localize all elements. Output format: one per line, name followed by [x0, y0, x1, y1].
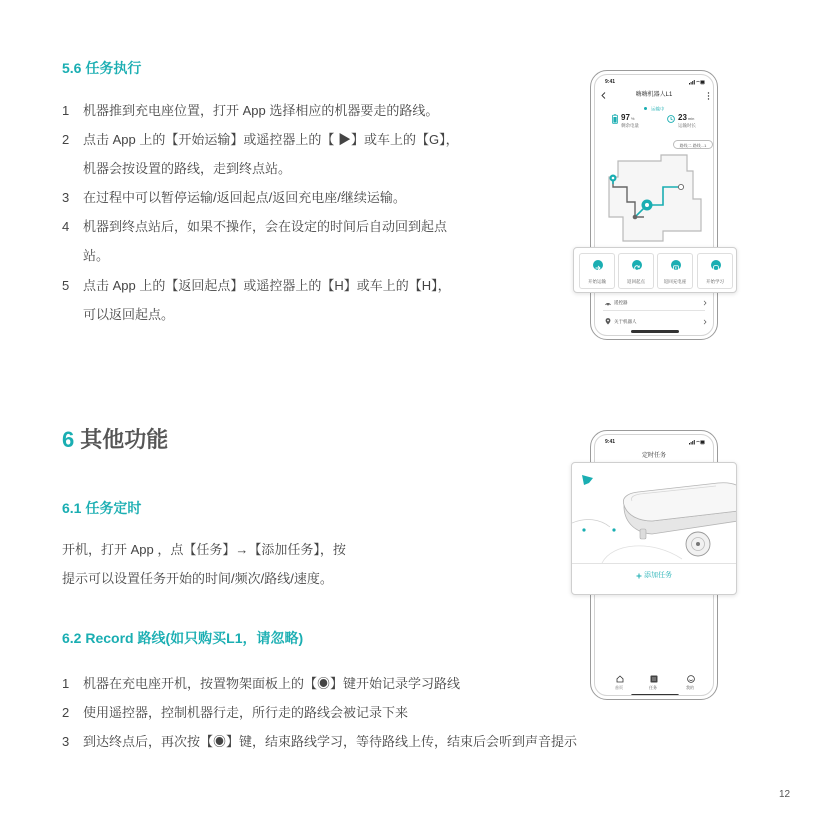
list-number: 2: [62, 705, 70, 720]
paragraph-line: 提示可以设置任务开始的时间/频次/路线/速度。: [62, 571, 333, 586]
route-end-node: [678, 184, 683, 189]
status-time: 9:41: [605, 79, 616, 85]
list-number: 5: [62, 278, 70, 293]
location-pin-icon: [605, 318, 611, 325]
list-item-text: 机器在充电座开机，按置物架面板上的【◉】键开始记录学习路线: [83, 676, 461, 691]
start-transport-button[interactable]: [579, 253, 615, 289]
status-time: 9:41: [605, 439, 616, 445]
list-number: 4: [62, 219, 70, 234]
decor-dot: [612, 528, 615, 531]
section-heading-6-2: 6.2 Record 路线(如只购买L1，请忽略): [62, 630, 304, 646]
list-number: 3: [62, 190, 70, 205]
robot-position-center: [645, 203, 649, 207]
route-node-center: [612, 177, 615, 180]
schedule-title: 定时任务: [641, 453, 666, 459]
duration-unit: min: [687, 116, 695, 121]
list-item-text: 使用遥控器，控制机器行走，所行走的路线会被记录下来: [83, 705, 409, 720]
chapter-number: 6: [62, 427, 75, 452]
flag-icon: [582, 475, 593, 485]
list-number: 2: [62, 132, 70, 147]
start-transport-icon: [593, 260, 603, 270]
status-text: 运输中: [650, 106, 665, 112]
add-task-card: [571, 462, 737, 595]
start-learning-button[interactable]: [697, 253, 733, 289]
return-charger-icon: [671, 260, 681, 270]
list-item-text: 点击 App 上的【开始运输】或遥控器上的【 ▶】或车上的【G】，: [83, 132, 459, 147]
return-start-icon: [632, 260, 642, 270]
start-learning-label: 开始学习: [706, 279, 724, 284]
robot-title: 嗨嗨机器人L1: [635, 92, 673, 98]
row-label-about[interactable]: 关于机器人: [614, 319, 637, 324]
nav-home-label[interactable]: 首页: [615, 685, 623, 690]
decor-arc: [572, 520, 610, 527]
list-item-text: 可以返回起点。: [83, 307, 175, 322]
paragraph-line: 开机，打开 App ，点【任务】→【添加任务】，按: [62, 542, 346, 557]
decor-dot: [582, 528, 585, 531]
start-transport-label: 开始运输: [588, 279, 606, 284]
section-heading-6-1: 6.1 任务定时: [62, 500, 142, 516]
duration-label: 运输时长: [678, 123, 696, 128]
robot-wheel-center: [696, 542, 700, 546]
list-item-text: 在过程中可以暂停运输/返回起点/返回充电座/继续运输。: [83, 190, 406, 205]
profile-icon[interactable]: [687, 675, 695, 683]
list-number: 3: [62, 734, 70, 749]
list-item-text: 到达终点后，再次按【◉】键，结束路线学习，等待路线上传，结束后会听到声音提示: [83, 734, 578, 749]
map-area: [609, 155, 701, 241]
phone-mockup-transport: [590, 70, 718, 340]
chevron-right-icon[interactable]: [703, 300, 707, 306]
remote-control-icon: [605, 300, 611, 306]
home-indicator: [631, 330, 679, 333]
card-divider: [572, 563, 736, 564]
nav-profile-label[interactable]: 我的: [686, 685, 694, 690]
action-card: [573, 247, 737, 293]
tasks-icon[interactable]: [650, 675, 658, 683]
battery-unit: %: [630, 116, 635, 121]
plus-icon: [636, 573, 642, 579]
list-item-text: 点击 App 上的【返回起点】或遥控器上的【H】或车上的【H】，: [83, 278, 451, 293]
return-charger-button[interactable]: [657, 253, 693, 289]
robot-leg: [640, 529, 646, 539]
add-task-label: 添加任务: [644, 572, 672, 579]
battery-number: 97: [621, 113, 630, 122]
robot-illustration: [572, 463, 737, 563]
duration-number: 23: [678, 113, 687, 122]
route-map: [594, 74, 714, 336]
home-icon[interactable]: [616, 675, 624, 683]
chevron-right-icon[interactable]: [703, 319, 707, 325]
add-task-button[interactable]: [572, 571, 736, 580]
list-number: 1: [62, 103, 70, 118]
list-item-text: 机器到终点站后，如果不操作，会在设定的时间后自动回到起点: [83, 219, 448, 234]
list-item-text: 站。: [83, 248, 110, 263]
return-start-button[interactable]: [618, 253, 654, 289]
phone-screen: [594, 74, 714, 336]
decor-arc: [602, 546, 682, 563]
row-label-remote[interactable]: 遥控器: [614, 300, 628, 305]
chapter-heading-6: [62, 427, 168, 453]
list-item-text: 机器推到充电座位置，打开 App 选择相应的机器要走的路线。: [83, 103, 439, 118]
route-node-dark: [633, 215, 638, 220]
chapter-title: 其他功能: [80, 427, 169, 452]
status-icons: [689, 439, 705, 445]
return-start-label: 返回起点: [627, 279, 645, 284]
list-number: 1: [62, 676, 70, 691]
home-indicator: [631, 694, 679, 696]
start-learning-icon: [711, 260, 721, 270]
list-item-text: 机器会按设置的路线，走到终点站。: [83, 161, 292, 176]
page-number: 12: [779, 789, 791, 800]
section-heading-5-6: 5.6 任务执行: [62, 60, 142, 76]
battery-label: 剩余电量: [621, 123, 639, 128]
row-divider: [603, 310, 705, 311]
nav-tasks-label[interactable]: 任务: [649, 685, 657, 690]
return-charger-label: 返回充电座: [663, 279, 687, 284]
route-select-button[interactable]: 路线二 路线...1: [673, 140, 713, 149]
